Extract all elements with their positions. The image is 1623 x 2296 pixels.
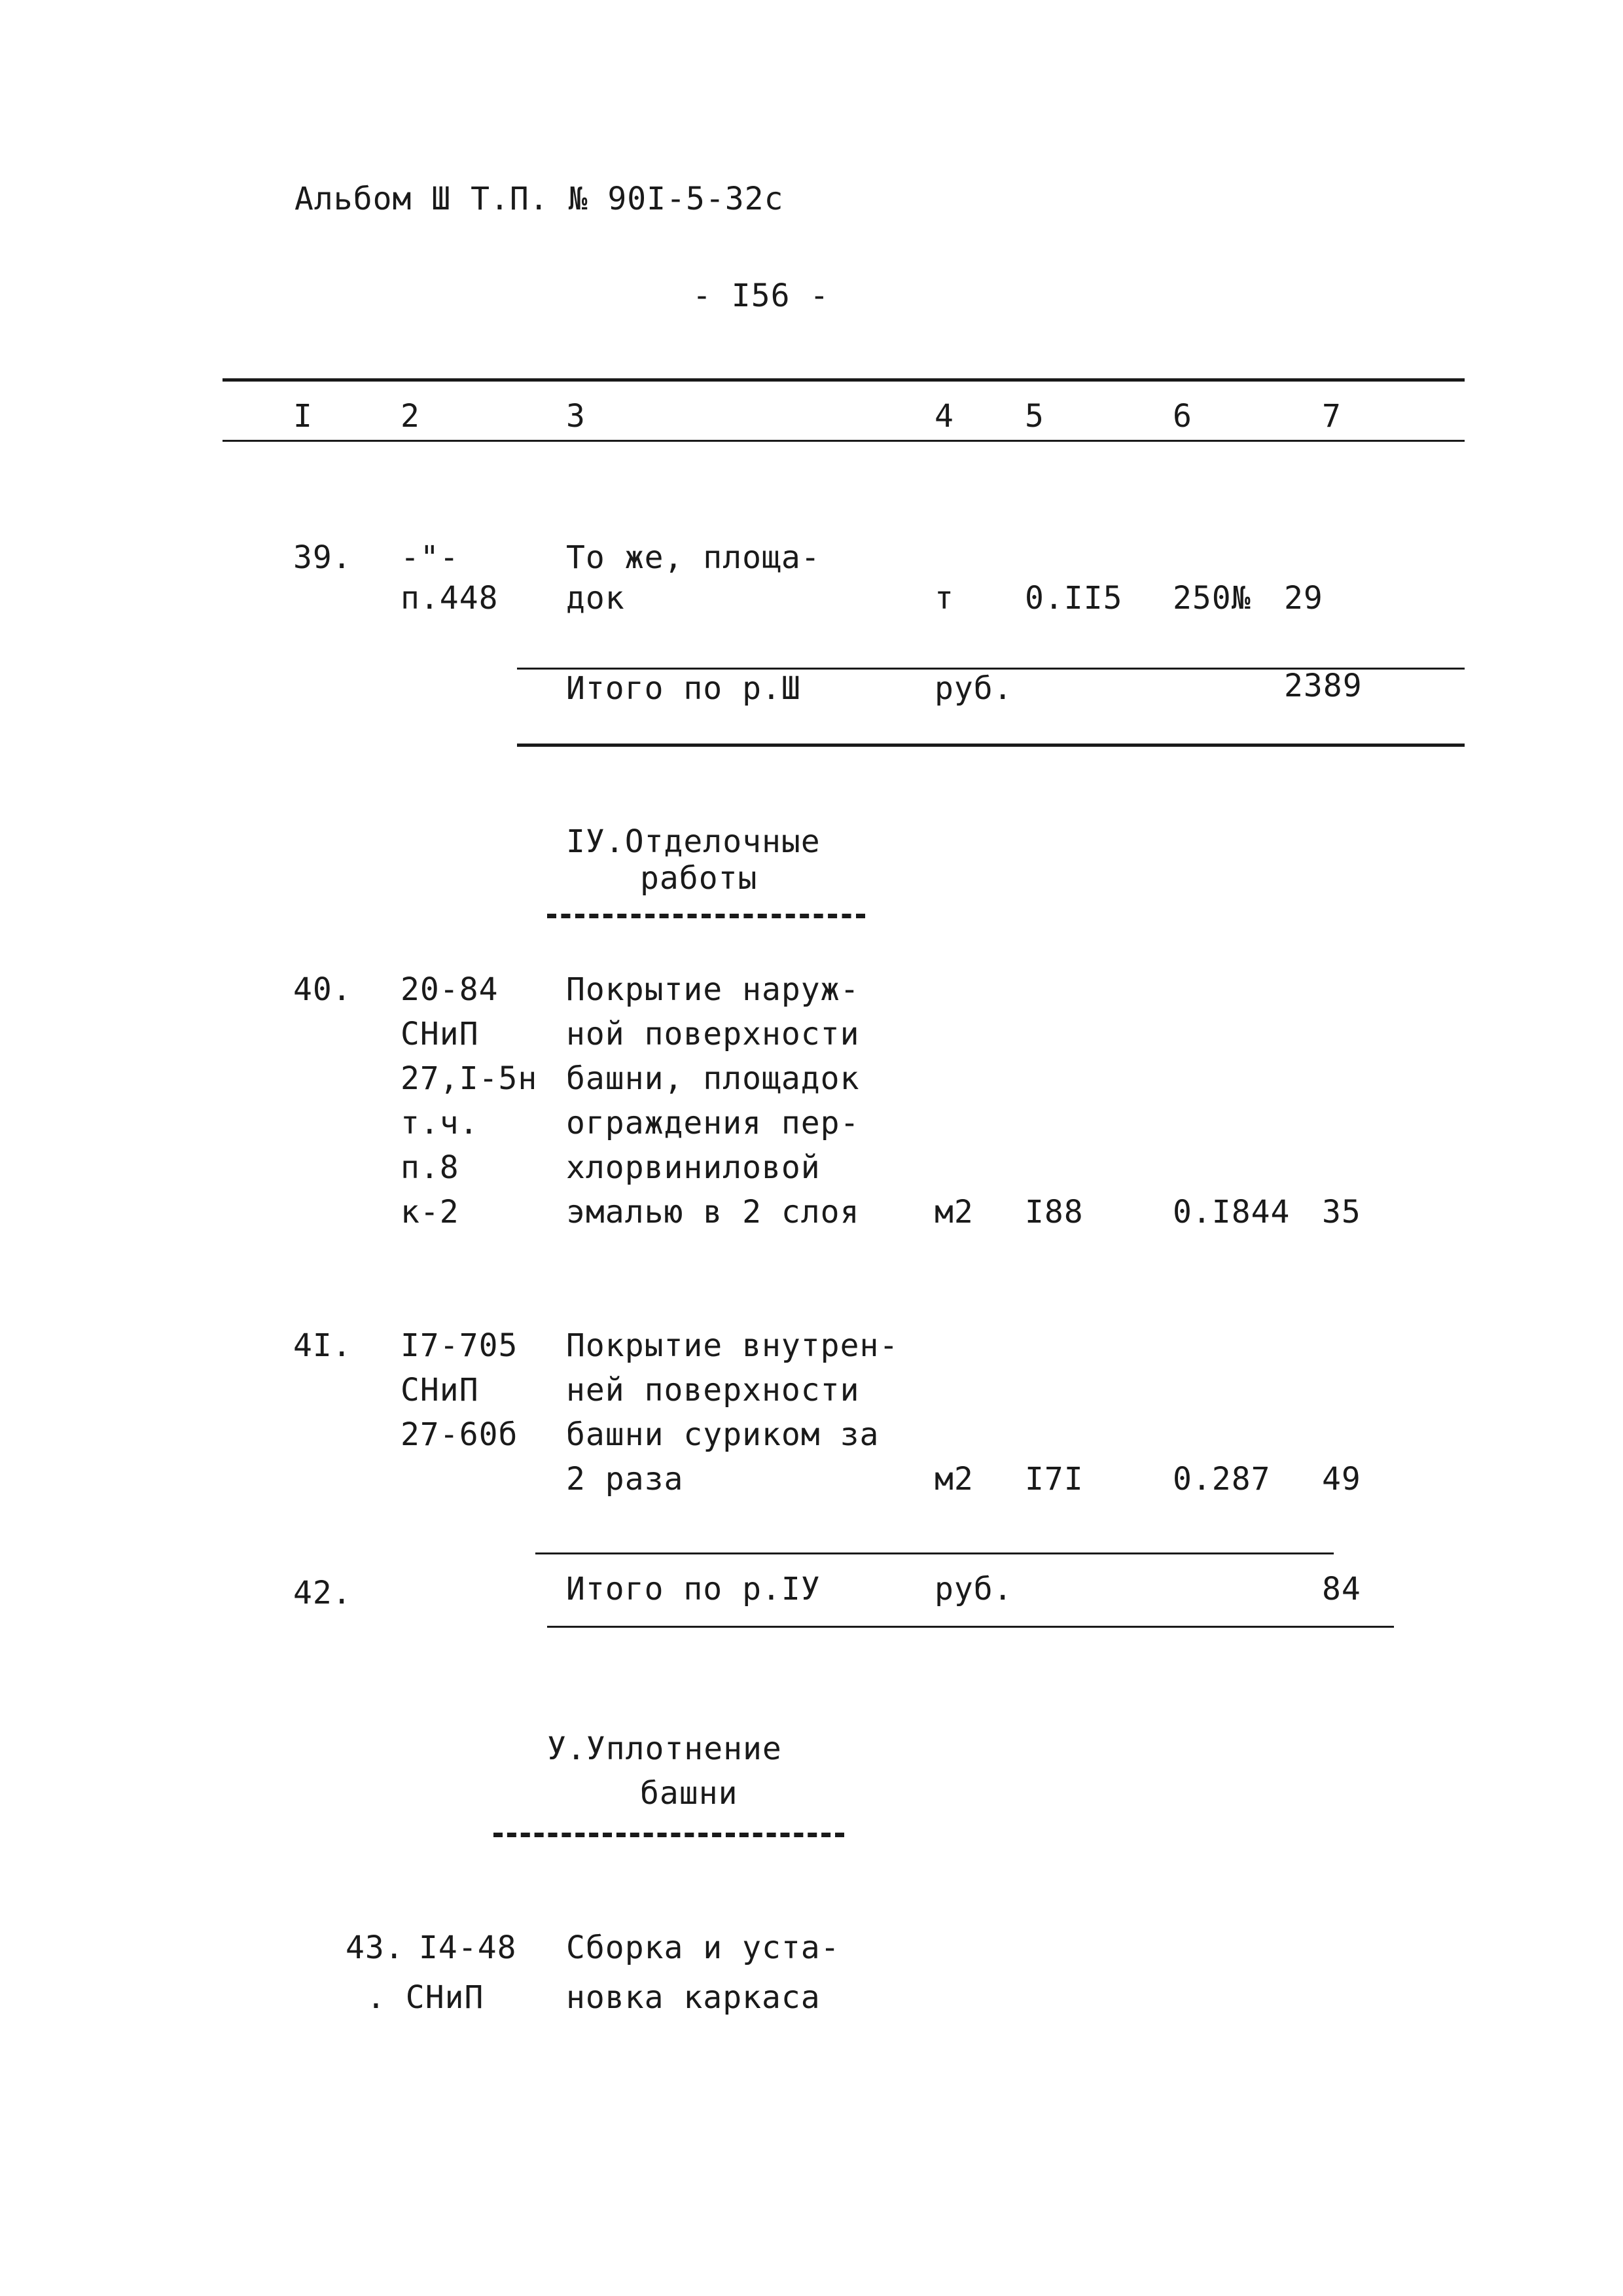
section-4-title: IУ.Отделочные — [566, 823, 821, 860]
col-header-3: 3 — [566, 398, 586, 435]
row-41-desc-4: 2 раза — [566, 1461, 684, 1498]
row-41-desc-2: ней поверхности — [566, 1372, 860, 1408]
row-39-price: 250№ — [1173, 580, 1251, 617]
col-header-6: 6 — [1173, 398, 1192, 435]
col-header-4: 4 — [935, 398, 954, 435]
subtotal-3-bottom-rule — [517, 744, 1465, 747]
row-39-desc-2: док — [566, 580, 625, 617]
row-43-code-2: . СНиП — [366, 1979, 484, 2016]
col-header-1: I — [293, 398, 313, 435]
row-40-code-5: п.8 — [401, 1149, 459, 1186]
row-41-unit: м2 — [935, 1461, 974, 1498]
row-39-unit: т — [935, 580, 954, 617]
row-40-qty: I88 — [1025, 1194, 1084, 1230]
row-41-num: 4I. — [293, 1327, 352, 1364]
row-40-code-2: СНиП — [401, 1016, 479, 1052]
col-header-2: 2 — [401, 398, 420, 435]
row-40-desc-4: ограждения пер- — [566, 1105, 860, 1141]
row-41-desc-3: башни суриком за — [566, 1416, 880, 1453]
section-5-underline — [493, 1833, 844, 1837]
row-40-code-1: 20-84 — [401, 971, 499, 1008]
row-41-qty: I7I — [1025, 1461, 1084, 1498]
row-41-price: 0.287 — [1173, 1461, 1271, 1498]
row-39-num: 39. — [293, 539, 352, 576]
subtotal-4-unit: руб. — [935, 1571, 1013, 1607]
subtotal-4-label: Итого по р.IУ — [566, 1571, 821, 1607]
row-40-desc-1: Покрытие наруж- — [566, 971, 860, 1008]
section-4-subtitle: работы — [640, 860, 758, 897]
section-5-title: У.Уплотнение — [547, 1731, 782, 1767]
subtotal-4-top-rule — [535, 1552, 1334, 1554]
row-40-desc-5: хлорвиниловой — [566, 1149, 821, 1186]
row-39-qty: 0.II5 — [1025, 580, 1123, 617]
row-43-code-1: I4-48 — [419, 1929, 517, 1966]
row-40-unit: м2 — [935, 1194, 974, 1230]
subtotal-4-bottom-rule — [547, 1626, 1394, 1628]
subtotal-3-total: 2389 — [1284, 668, 1363, 704]
row-40-desc-3: башни, площадок — [566, 1060, 860, 1097]
row-40-desc-6: эмалью в 2 слоя — [566, 1194, 860, 1230]
row-42-num: 42. — [293, 1575, 352, 1611]
section-5-subtitle: башни — [640, 1775, 738, 1812]
table-header-rule — [223, 440, 1465, 442]
row-43-num: 43. — [346, 1929, 404, 1966]
row-40-total: 35 — [1322, 1194, 1361, 1230]
row-41-desc-1: Покрытие внутрен- — [566, 1327, 899, 1364]
row-41-code-3: 27-60б — [401, 1416, 518, 1453]
row-40-code-4: т.ч. — [401, 1105, 479, 1141]
subtotal-3-unit: руб. — [935, 670, 1013, 707]
table-top-rule — [223, 378, 1465, 382]
row-43-desc-1: Сборка и уста- — [566, 1929, 840, 1966]
row-39-total: 29 — [1284, 580, 1323, 617]
subtotal-4-total: 84 — [1322, 1571, 1361, 1607]
section-4-underline — [547, 914, 865, 918]
row-39-code-2: п.448 — [401, 580, 499, 617]
row-40-desc-2: ной поверхности — [566, 1016, 860, 1052]
subtotal-3-label: Итого по р.Ш — [566, 670, 801, 707]
row-40-code-3: 27,I-5н — [401, 1060, 538, 1097]
album-title: Альбом Ш Т.П. № 90I-5-32с — [294, 181, 784, 217]
page-number: - I56 - — [692, 278, 830, 314]
row-43-desc-2: новка каркаса — [566, 1979, 821, 2016]
row-39-code-1: -"- — [401, 539, 459, 576]
row-39-desc-1: То же, площа- — [566, 539, 821, 576]
row-40-num: 40. — [293, 971, 352, 1008]
row-41-total: 49 — [1322, 1461, 1361, 1498]
row-41-code-2: СНиП — [401, 1372, 479, 1408]
row-40-price: 0.I844 — [1173, 1194, 1291, 1230]
row-40-code-6: к-2 — [401, 1194, 459, 1230]
row-41-code-1: I7-705 — [401, 1327, 518, 1364]
col-header-7: 7 — [1322, 398, 1342, 435]
col-header-5: 5 — [1025, 398, 1044, 435]
